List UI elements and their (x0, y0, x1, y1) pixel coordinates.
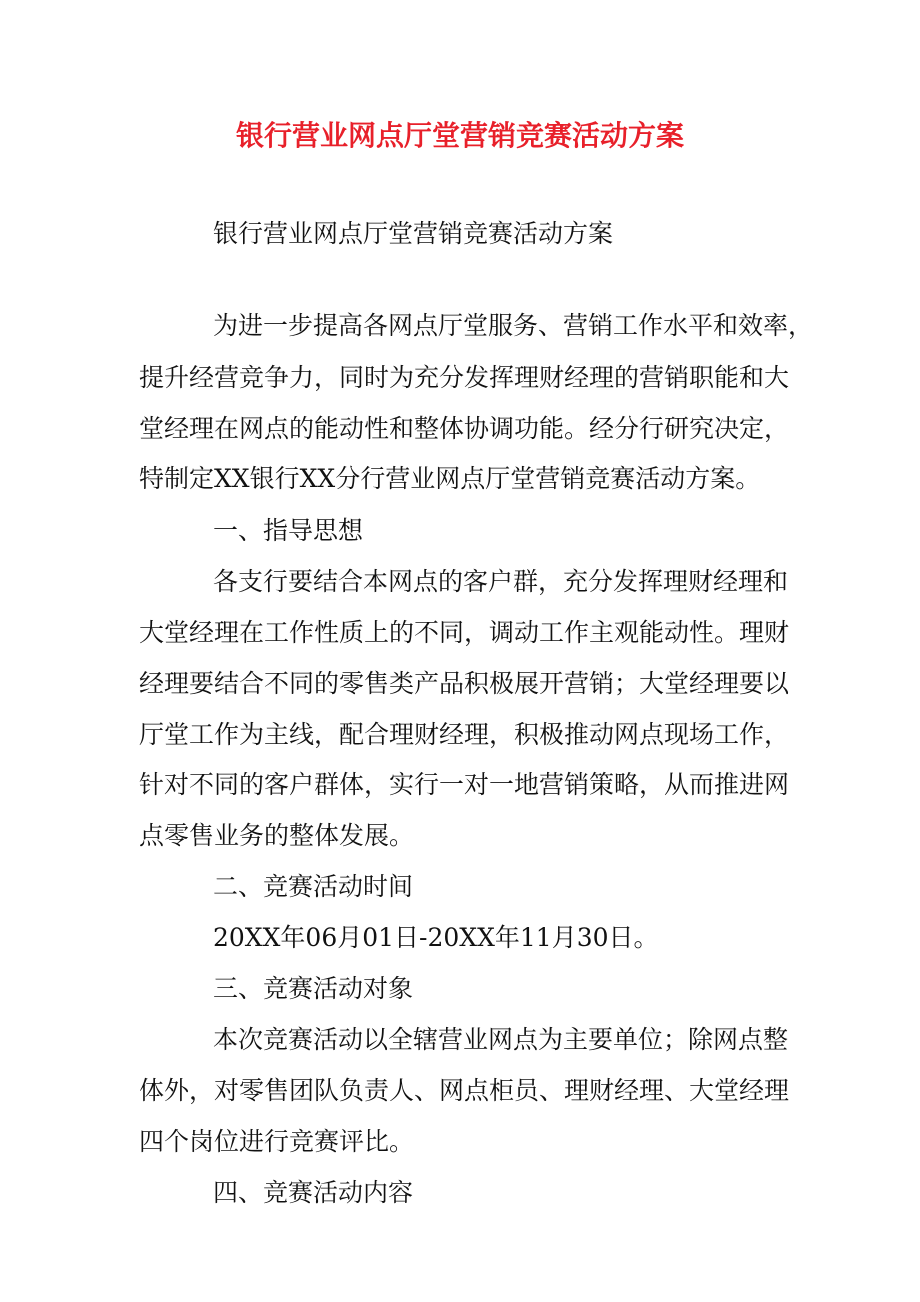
section-heading: 三、竞赛活动对象 (213, 974, 414, 1003)
paragraph-line: 堂经理在网点的能动性和整体协调功能。经分行研究决定， (139, 414, 790, 443)
paragraph-line: 为进一步提高各网点厅堂服务、营销工作水平和效率， (213, 311, 814, 340)
paragraph-line: 大堂经理在工作性质上的不同，调动工作主观能动性。理财 (139, 618, 790, 647)
paragraph-line: 20XX年06月01日-20XX年11月30日。 (213, 923, 659, 952)
paragraph-line: 体外，对零售团队负责人、网点柜员、理财经理、大堂经理 (139, 1076, 790, 1105)
paragraph-line: 特制定XX银行XX分行营业网点厅堂营销竞赛活动方案。 (139, 464, 761, 493)
document-subtitle: 银行营业网点厅堂营销竞赛活动方案 (213, 219, 614, 248)
section-heading: 一、指导思想 (213, 516, 364, 545)
section-heading: 二、竞赛活动时间 (213, 872, 414, 901)
paragraph-line: 提升经营竞争力，同时为充分发挥理财经理的营销职能和大 (139, 363, 790, 392)
document-title: 银行营业网点厅堂营销竞赛活动方案 (235, 119, 684, 152)
paragraph-line: 点零售业务的整体发展。 (139, 821, 415, 850)
paragraph-line: 四个岗位进行竞赛评比。 (139, 1127, 415, 1156)
paragraph-line: 厅堂工作为主线，配合理财经理，积极推动网点现场工作， (139, 720, 790, 749)
paragraph-line: 各支行要结合本网点的客户群，充分发挥理财经理和 (213, 567, 789, 596)
section-heading: 四、竞赛活动内容 (213, 1178, 414, 1207)
paragraph-line: 经理要结合不同的零售类产品积极展开营销；大堂经理要以 (139, 669, 790, 698)
paragraph-line: 本次竞赛活动以全辖营业网点为主要单位；除网点整 (213, 1025, 789, 1054)
paragraph-line: 针对不同的客户群体，实行一对一地营销策略，从而推进网 (139, 770, 790, 799)
